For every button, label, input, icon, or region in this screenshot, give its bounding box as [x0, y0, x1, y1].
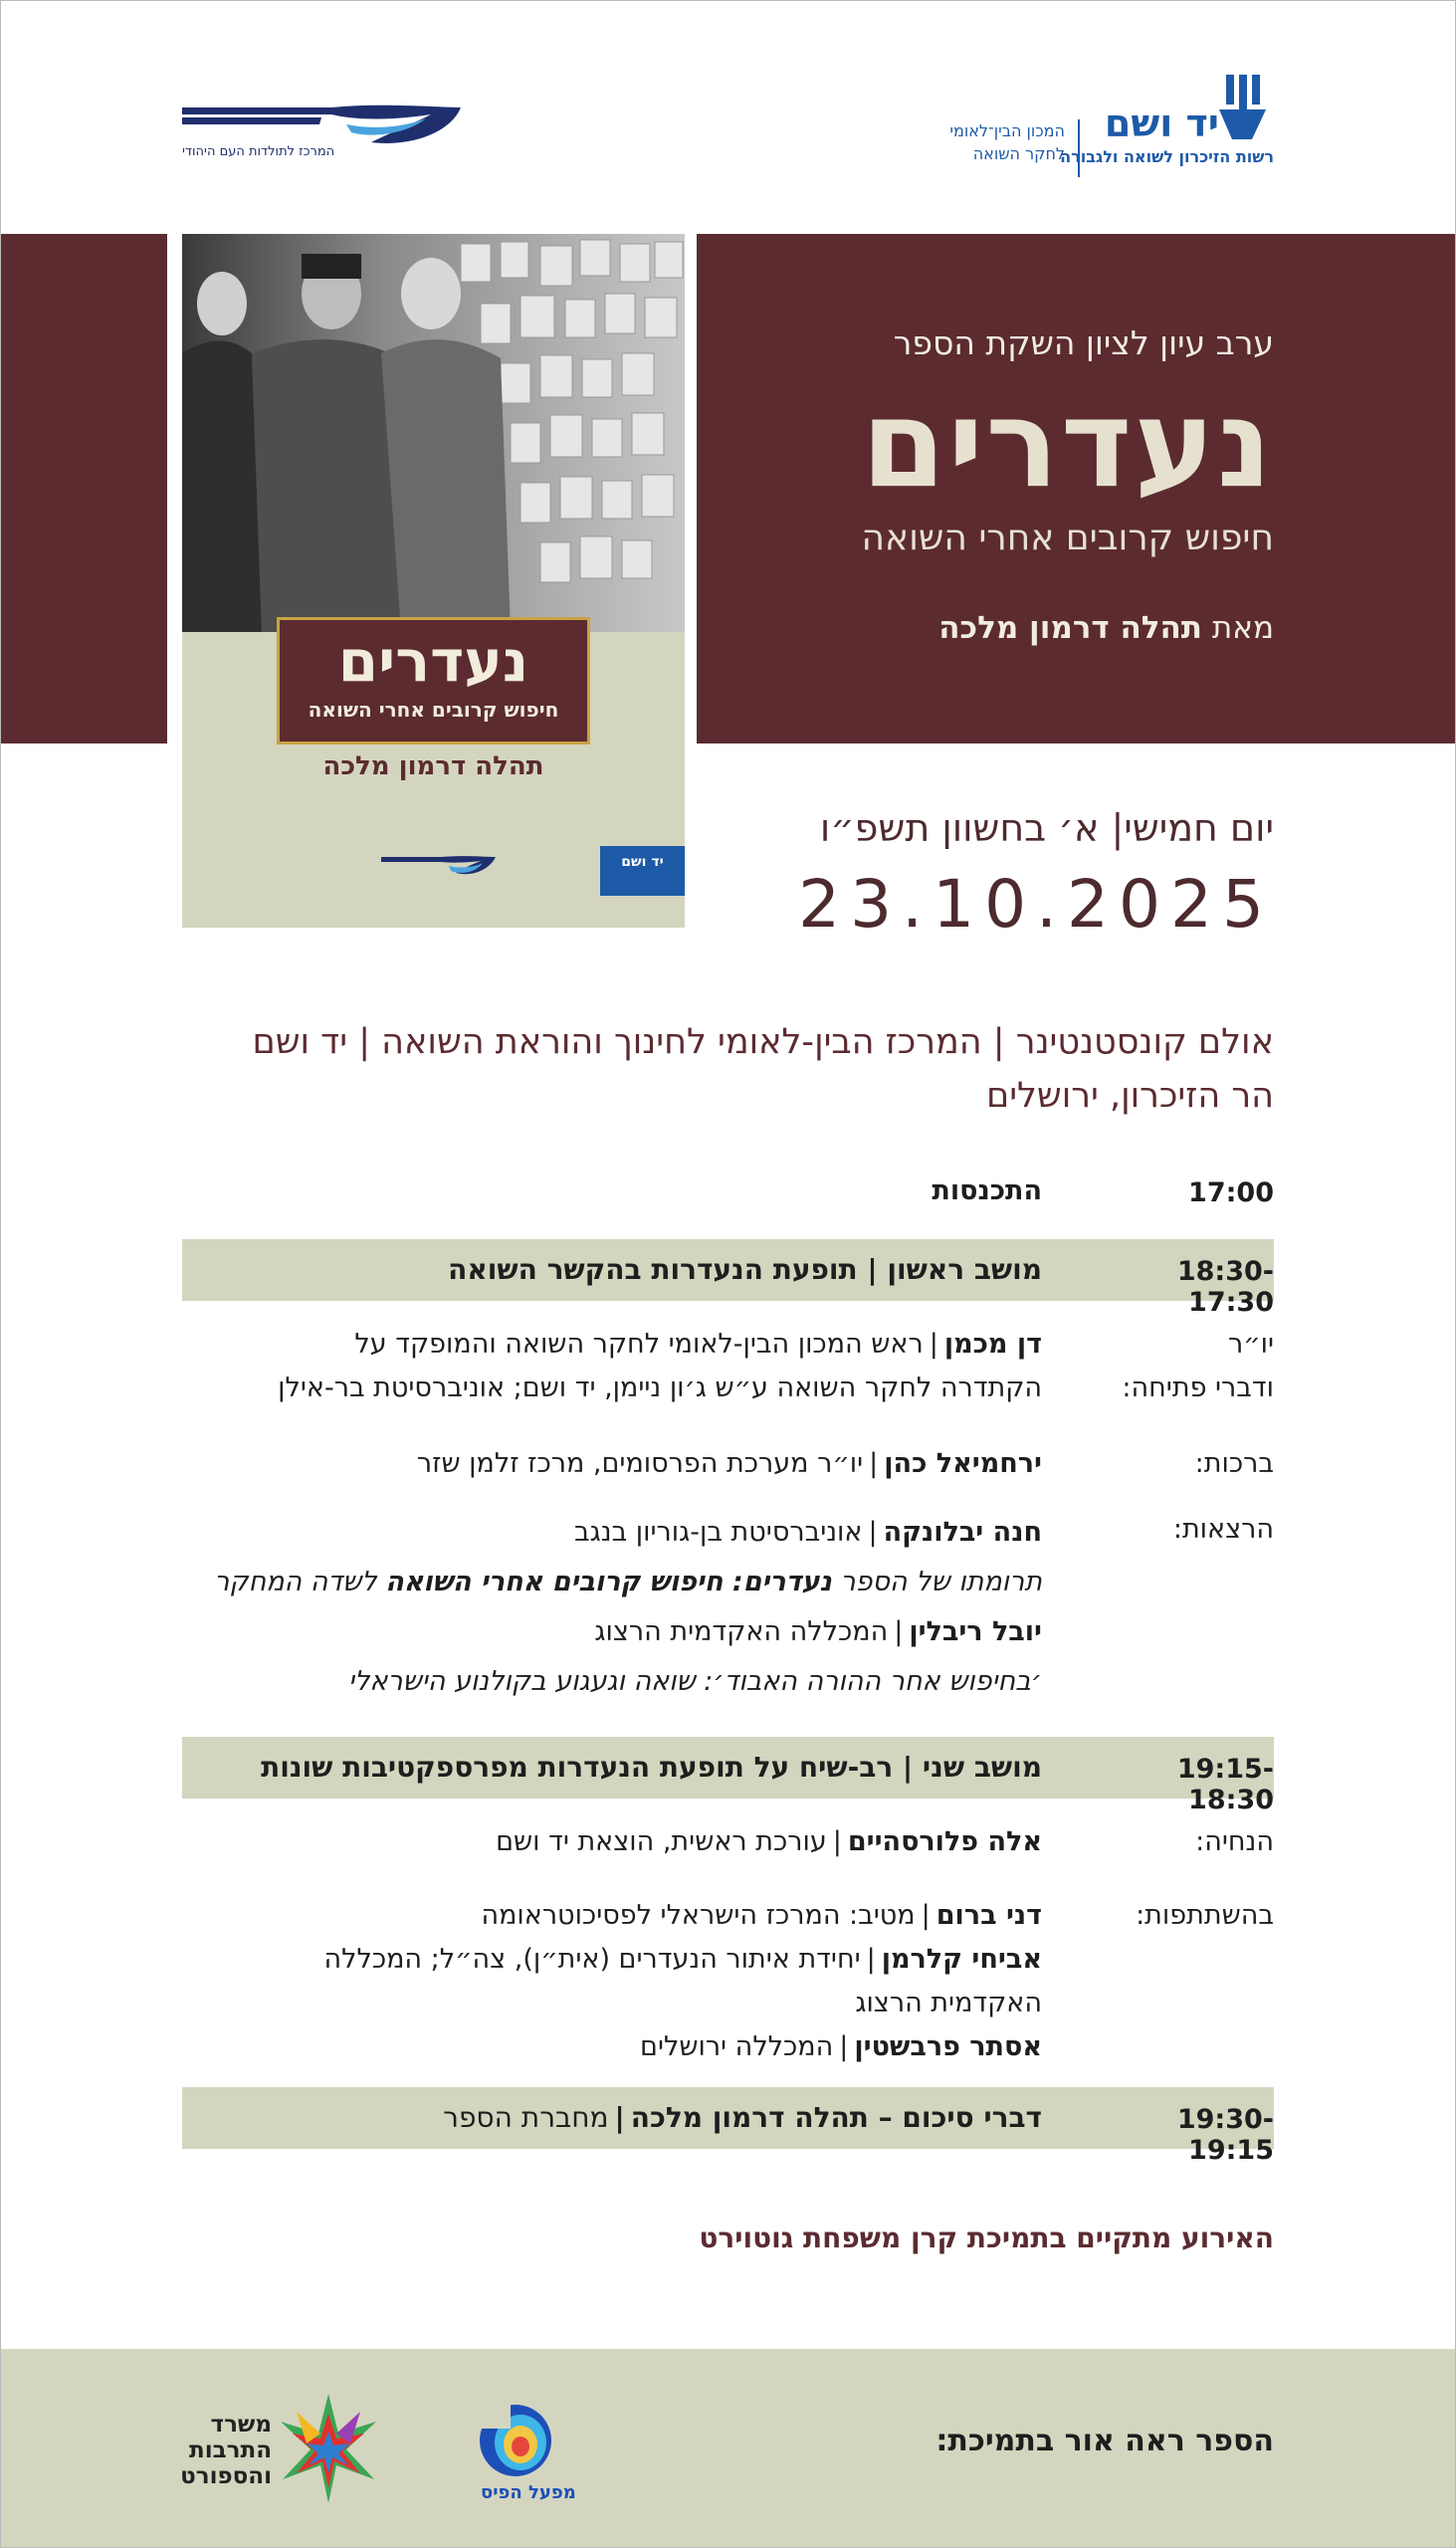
- yad-vashem-name: יד ושם: [1104, 102, 1219, 145]
- closing-time: 19:30-19:15: [1176, 2104, 1274, 2166]
- by-prefix: מאת: [1211, 610, 1274, 646]
- participant3-role: המכללה ירושלים: [640, 2031, 834, 2062]
- chair-name: דן מכמן: [943, 1329, 1042, 1360]
- gathering-label: התכנסות: [932, 1175, 1042, 1206]
- book-title: נעדרים: [861, 373, 1274, 515]
- participants-label: בהשתתפות:: [1136, 1900, 1274, 1931]
- cover-subtitle: חיפוש קרובים אחרי השואה: [308, 697, 559, 722]
- yad-vashem-tagline: רשות הזיכרון לשואה ולגבורה: [1060, 147, 1274, 166]
- culture-ministry-name: [180, 2412, 272, 2489]
- chair-role-2: הקתדרה לחקר השואה ע״ש ג׳ון ניימן, יד ושם; אוניברסיטת בר-אילן: [278, 1373, 1042, 1403]
- session2-header: [182, 1737, 1274, 1815]
- moderator-role: עורכת ראשית, הוצאת יד ושם: [496, 1826, 827, 1857]
- book-cover: [182, 234, 685, 928]
- cover-author: תהלה דרמון מלכה: [322, 751, 544, 781]
- program-row-moderator: [182, 1820, 1274, 1894]
- lectures-details: חנה יבלונקה|אוניברסיטת בן-גוריון בנגב תרומתו של הספר נעדרים: חיפוש קרובים אחרי השואה לשדה המחקר יובל ריבלין|המכללה האקדמית הרצוג ׳בחיפוש אחר ההורה האבוד׳: שואה וגעגוע בקולנוע הישראלי: [146, 1508, 1042, 1707]
- venue-line2: הר הזיכרון, ירושלים: [985, 1076, 1274, 1116]
- book-subtitle: חיפוש קרובים אחרי השואה: [861, 518, 1274, 558]
- program-row-chair: [182, 1323, 1274, 1442]
- author-line: [938, 610, 1274, 646]
- lecturer2-role: המכללה האקדמית הרצוג: [594, 1616, 889, 1647]
- participants-details: דני ברום|מטיב: המרכז הישראלי לפסיכוטראומה אביחי קלרמן|יחידת איתור הנעדרים (אית״ן), צה״ל; המכללה האקדמית הרצוג אסתר פרבשטין|המכללה ירושלים: [182, 1894, 1042, 2069]
- yad-vashem-logo: [836, 70, 1274, 169]
- moderator-label: הנחיה:: [1195, 1826, 1274, 1857]
- chair-role-1: ראש המכון הבין-לאומי לחקר השואה והמופקד על: [354, 1329, 924, 1360]
- program-row-gathering: [182, 1169, 1274, 1239]
- program-row-participants: [182, 1894, 1274, 2087]
- institute-line2: לחקר השואה: [972, 144, 1065, 163]
- culture-line3: והספורט: [180, 2463, 272, 2489]
- lecture1-prefix: תרומתו של הספר: [840, 1567, 1042, 1597]
- shazar-logo: [182, 103, 461, 172]
- participant1-role: מטיב: המרכז הישראלי לפסיכוטראומה: [481, 1900, 916, 1931]
- author-name: תהלה דרמון מלכה: [938, 610, 1202, 646]
- lecture1-suffix: לשדה המחקר: [214, 1567, 377, 1597]
- closing-details: דברי סיכום – תהלה דרמון מלכה|מחברת הספר: [443, 2101, 1042, 2134]
- closing-header: [182, 2087, 1274, 2166]
- closing-title: דברי סיכום – תהלה דרמון מלכה: [630, 2101, 1042, 2134]
- footer-support-text: הספר ראה אור בתמיכת:: [936, 2424, 1274, 2458]
- session2-title: מושב שני | רב-שיח על תופעת הנעדרות מפרספקטיבות שונות: [261, 1751, 1042, 1784]
- culture-line1: משרד: [210, 2412, 272, 2438]
- event-date: 23.10.2025: [798, 866, 1274, 943]
- chair-details: דן מכמן|ראש המכון הבין-לאומי לחקר השואה והמופקד על הקתדרה לחקר השואה ע״ש ג׳ון ניימן, יד ושם; אוניברסיטת בר-אילן: [182, 1323, 1042, 1410]
- gathering-time: 17:00: [1188, 1177, 1274, 1208]
- culture-ministry-logo: [182, 2394, 381, 2513]
- lecturer1-role: אוניברסיטת בן-גוריון בנגב: [574, 1517, 863, 1548]
- greetings-label: ברכות:: [1194, 1448, 1274, 1479]
- participant2-role-1: יחידת איתור הנעדרים (אית״ן), צה״ל; המכללה: [323, 1944, 861, 1975]
- pais-caption: מפעל הפיס: [481, 2482, 576, 2503]
- venue: [179, 1015, 1274, 1123]
- program-row-greetings: [182, 1442, 1274, 1508]
- session2-time: 19:15-18:30: [1176, 1754, 1274, 1815]
- chair-label-line2: ודברי פתיחה:: [1122, 1373, 1274, 1403]
- shazar-caption: המרכז לתולדות העם היהודי: [182, 144, 335, 159]
- participant2-name: אביחי קלרמן: [881, 1944, 1042, 1975]
- greetings-name: ירחמיאל כהן: [884, 1448, 1042, 1479]
- moderator-details: אלה פלורסהיים|עורכת ראשית, הוצאת יד ושם: [496, 1826, 1042, 1857]
- cover-title-box: [277, 617, 590, 744]
- greetings-details: ירחמיאל כהן|יו״ר מערכת הפרסומים, מרכז זלמן שזר: [416, 1448, 1042, 1479]
- session1-title: מושב ראשון | תופעת הנעדרות בהקשר השואה: [448, 1253, 1042, 1286]
- lecturer2-name: יובל ריבלין: [909, 1616, 1042, 1647]
- institute-line1: המכון הבין־לאומי: [949, 121, 1065, 140]
- participant1-name: דני ברום: [936, 1900, 1042, 1931]
- lecturer1-name: חנה יבלונקה: [883, 1517, 1042, 1548]
- cover-title: נעדרים: [337, 627, 529, 695]
- participant3-name: אסתר פרבשטין: [854, 2031, 1042, 2062]
- venue-line1: אולם קונסטנטינר | המרכז הבין-לאומי לחינוך והוראת השואה | יד ושם: [252, 1022, 1274, 1062]
- mifal-hapais-logo: [476, 2399, 575, 2508]
- banner-text: [707, 234, 1274, 743]
- lecture2-title: ׳בחיפוש אחר ההורה האבוד׳: שואה וגעגוע בקולנוע הישראלי: [347, 1666, 1042, 1697]
- session1-header: [182, 1239, 1274, 1318]
- participant2-role-2: האקדמית הרצוג: [855, 1988, 1042, 2018]
- chair-label: [1095, 1323, 1274, 1410]
- cover-yad-vashem-badge: יד ושם: [600, 846, 685, 896]
- program: [182, 1169, 1274, 2166]
- program-row-lectures: [182, 1508, 1274, 1737]
- event-type: ערב עיון לציון השקת הספר: [893, 323, 1274, 362]
- cover-photo: [182, 234, 685, 632]
- closing-role: מחברת הספר: [443, 2101, 609, 2134]
- greetings-role: יו״ר מערכת הפרסומים, מרכז זלמן שזר: [416, 1448, 864, 1479]
- event-day: יום חמישי| א׳ בחשוון תשפ״ו: [819, 806, 1274, 850]
- culture-line2: התרבות: [189, 2438, 272, 2463]
- chair-label-line1: יו״ר: [1227, 1329, 1274, 1360]
- moderator-name: אלה פלורסהיים: [847, 1826, 1042, 1857]
- lectures-label: הרצאות:: [1172, 1514, 1274, 1545]
- banner-left-band: [0, 234, 167, 743]
- session1-time: 18:30-17:30: [1176, 1256, 1274, 1318]
- sponsor-note: האירוע מתקיים בתמיכת קרן משפחת גוטוירט: [699, 2222, 1274, 2254]
- lecture1-book: נעדרים: חיפוש קרובים אחרי השואה: [385, 1567, 832, 1597]
- cover-shazar-logo: [381, 853, 496, 883]
